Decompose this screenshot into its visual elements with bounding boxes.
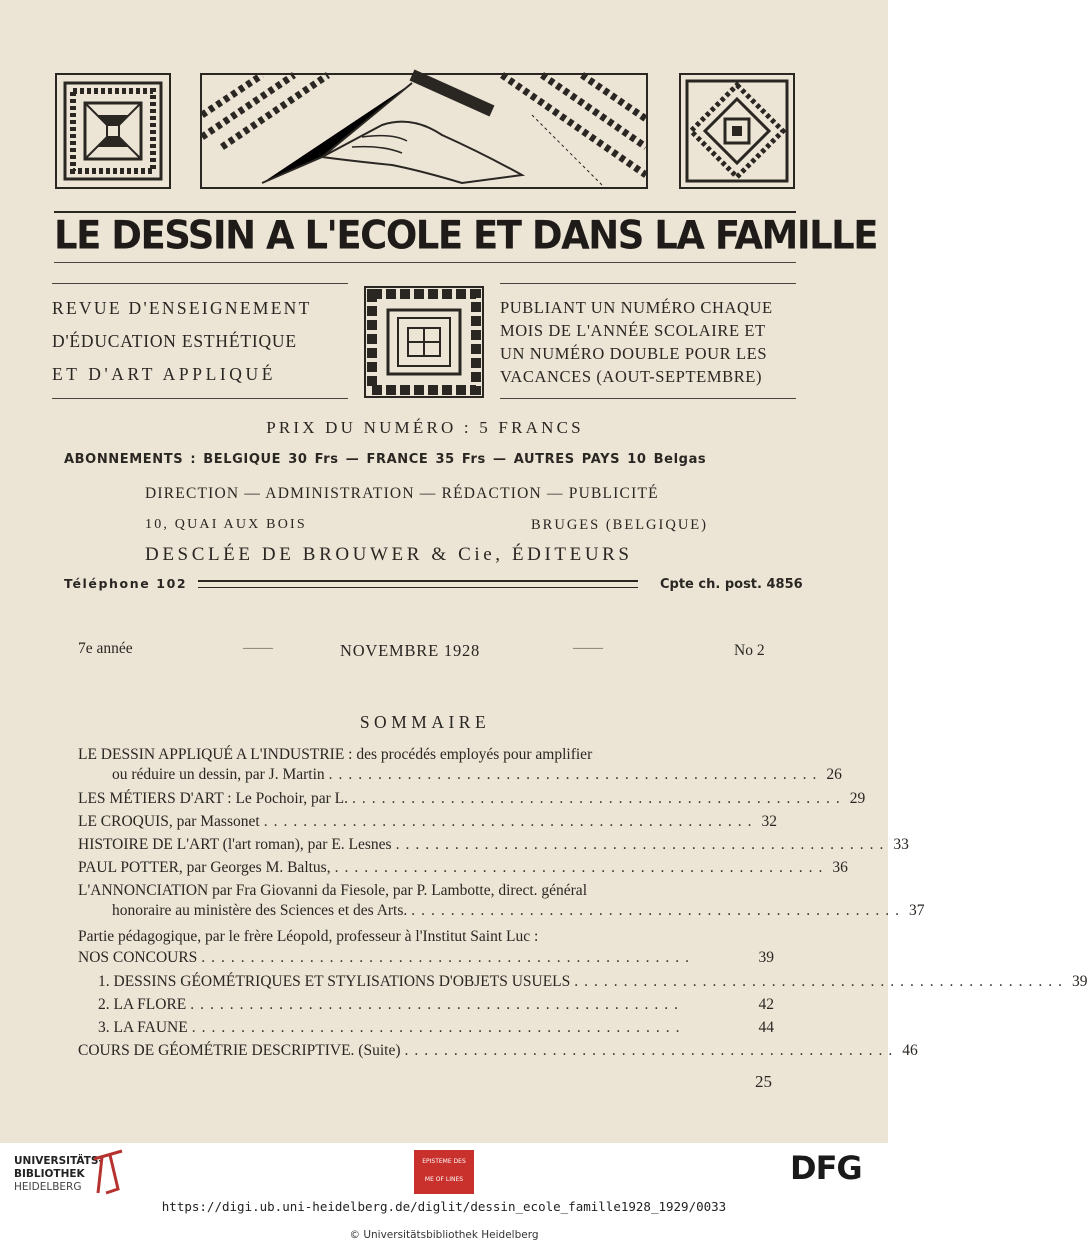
toc-entry-6b (78, 902, 925, 920)
toc-entry-8 (78, 949, 774, 967)
toc-entry-11 (78, 1019, 774, 1037)
title-rule-bottom (54, 262, 796, 263)
toc-text: ou réduire un dessin, par J. Martin (112, 766, 325, 783)
toc-entry-9 (78, 973, 1088, 991)
toc-page: 39 (1072, 973, 1088, 990)
toc-page: 32 (761, 813, 777, 830)
right-line-1: PUBLIANT UN NUMÉRO CHAQUE (500, 298, 773, 317)
toc-text: Partie pédagogique, par le frère Léopold, professeur à l'Institut Saint Luc : (78, 928, 539, 945)
dot-leader: .................................................. (352, 790, 846, 807)
center-ornament (364, 286, 484, 398)
library-mark-icon (92, 1149, 126, 1195)
dfg-logo[interactable]: DFG (790, 1149, 862, 1187)
issue-dash-right: —— (573, 640, 603, 656)
toc-entry-5 (78, 859, 848, 877)
toc-page: 36 (832, 859, 848, 876)
dot-leader: .................................................. (328, 766, 823, 783)
dot-leader: .................................................. (395, 836, 890, 853)
toc-text: LES MÉTIERS D'ART : Le Pochoir, par L. (78, 790, 349, 807)
dot-leader: .................................................. (574, 973, 1069, 990)
toc-text: LE DESSIN APPLIQUÉ A L'INDUSTRIE : des procédés employés pour amplifier (78, 746, 593, 763)
right-ornament (679, 73, 795, 189)
left-column-rule-bottom (52, 398, 348, 399)
toc-page: 33 (893, 836, 909, 853)
toc-text: L'ANNONCIATION par Fra Giovanni da Fiesole, par P. Lambotte, direct. général (78, 882, 587, 899)
sommaire-heading: SOMMAIRE (359, 712, 491, 732)
copyright: © Universitätsbibliothek Heidelberg (349, 1229, 539, 1241)
address-right: BRUGES (BELGIQUE) (531, 517, 708, 533)
price-line: PRIX DU NUMÉRO : 5 FRANCS (266, 418, 584, 437)
toc-entry-1a (78, 746, 774, 764)
right-line-2: MOIS DE L'ANNÉE SCOLAIRE ET (500, 321, 766, 340)
toc-text: PAUL POTTER, par Georges M. Baltus, (78, 859, 331, 876)
address-left: 10, QUAI AUX BOIS (145, 517, 307, 532)
postal-account: Cpte ch. post. 4856 (660, 577, 803, 592)
dot-leader: .................................................. (191, 1019, 686, 1036)
toc-entry-7 (78, 928, 774, 946)
publisher-line: DESCLÉE DE BROUWER & Cie, ÉDITEURS (145, 544, 633, 565)
dot-leader: .................................................. (201, 949, 696, 966)
toc-entry-2 (78, 790, 866, 808)
library-logo[interactable] (14, 1153, 126, 1195)
toc-entry-1b (78, 766, 842, 784)
left-line-2: D'ÉDUCATION ESTHÉTIQUE (52, 331, 297, 351)
dot-leader: .................................................. (190, 996, 685, 1013)
right-column-rule-top (500, 283, 796, 284)
dot-leader: .................................................. (411, 902, 906, 919)
dot-leader: .................................................. (404, 1042, 899, 1059)
toc-text: COURS DE GÉOMÉTRIE DESCRIPTIVE. (Suite) (78, 1042, 401, 1059)
toc-text: LE CROQUIS, par Massonet (78, 813, 260, 830)
issue-dash-left: —— (243, 640, 273, 656)
right-line-3: UN NUMÉRO DOUBLE POUR LES (500, 344, 768, 363)
hand-drawing-ornament (200, 73, 648, 189)
issue-number: No 2 (734, 642, 765, 659)
left-column-rule-top (52, 283, 348, 284)
toc-page: 46 (902, 1042, 918, 1059)
toc-entry-6a (78, 882, 774, 900)
toc-text: NOS CONCOURS (78, 949, 198, 966)
dot-leader: .................................................. (334, 859, 829, 876)
project-badge[interactable] (414, 1150, 474, 1194)
journal-title: LE DESSIN A L'ECOLE ET DANS LA FAMILLE (54, 212, 878, 259)
page-url[interactable]: https://digi.ub.uni-heidelberg.de/diglit/dessin_ecole_famille1928_1929/0033 (161, 1199, 727, 1214)
toc-entry-4 (78, 836, 909, 854)
viewer-footer (0, 1143, 888, 1251)
dot-leader: .................................................. (263, 813, 758, 830)
badge-line-1: EPISTEME DES (422, 1158, 466, 1165)
toc-entry-3 (78, 813, 777, 831)
toc-text: 1. DESSINS GÉOMÉTRIQUES ET STYLISATIONS D'OBJETS USUELS (98, 973, 571, 990)
double-rule (198, 580, 638, 588)
subscriptions-line: ABONNEMENTS : BELGIQUE 30 Frs — FRANCE 35 Frs — AUTRES PAYS 10 Belgas (64, 452, 707, 467)
library-name-line-3: HEIDELBERG (14, 1181, 82, 1193)
issue-year: 7e année (78, 640, 133, 657)
right-column-rule-bottom (500, 398, 796, 399)
issue-date: NOVEMBRE 1928 (340, 641, 481, 660)
table-of-contents (78, 746, 1088, 1066)
left-ornament (55, 73, 171, 189)
telephone: Téléphone 102 (64, 576, 188, 591)
toc-entry-10 (78, 996, 774, 1014)
toc-entry-12 (78, 1042, 918, 1060)
badge-line-2: ME OF LINES (424, 1176, 464, 1183)
left-line-1: REVUE D'ENSEIGNEMENT (52, 298, 312, 318)
toc-text: honoraire au ministère des Sciences et des Arts. (112, 902, 408, 919)
toc-page: 44 (758, 1019, 774, 1036)
toc-page: 39 (758, 949, 774, 966)
toc-text: HISTOIRE DE L'ART (l'art roman), par E. Lesnes (78, 836, 392, 853)
toc-page: 26 (826, 766, 842, 783)
toc-text: 2. LA FLORE (98, 996, 187, 1013)
toc-page: 37 (909, 902, 925, 919)
right-line-4: VACANCES (AOUT-SEPTEMBRE) (500, 367, 763, 386)
page-number: 25 (755, 1072, 772, 1091)
library-name-line-1: UNIVERSITÄTS- (14, 1155, 103, 1167)
toc-page: 42 (758, 996, 774, 1013)
direction-line: DIRECTION — ADMINISTRATION — RÉDACTION — PUBLICITÉ (145, 485, 659, 502)
toc-text: 3. LA FAUNE (98, 1019, 188, 1036)
toc-page: 29 (849, 790, 866, 807)
left-line-3: ET D'ART APPLIQUÉ (52, 364, 277, 384)
library-name-line-2: BIBLIOTHEK (14, 1168, 85, 1180)
